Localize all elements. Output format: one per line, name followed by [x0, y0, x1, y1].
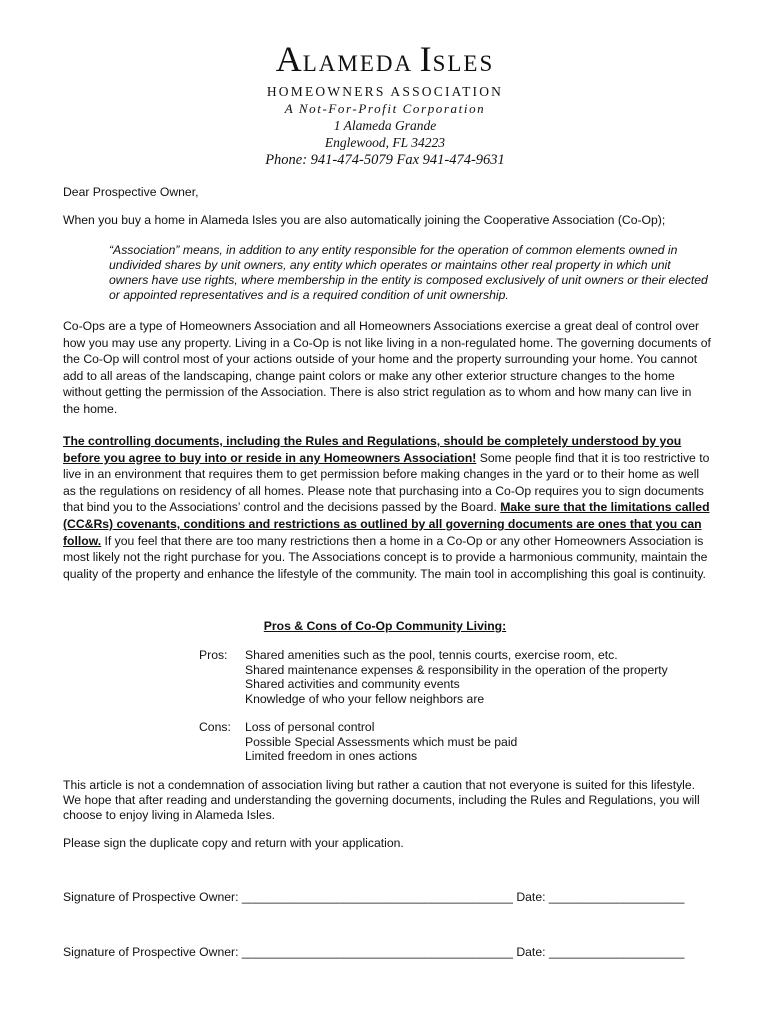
list-item: Loss of personal control: [245, 720, 375, 734]
letterhead-title: [0, 38, 770, 80]
list-item: Shared amenities such as the pool, tennis courts, exercise room, etc.: [245, 648, 618, 662]
title-part-1: LAMEDA: [302, 51, 420, 76]
paragraph-controlling-documents: [63, 433, 711, 582]
list-item: Possible Special Assessments which must be paid: [245, 734, 518, 749]
phone-fax: Phone: 941-474-5079 Fax 941-474-9631: [265, 152, 505, 168]
paragraph-coops: Co-Ops are a type of Homeowners Association and all Homeowners Associations exercise a great deal of control over how you may use any property. Living in a Co-Op is not like living in a non-regulated home. The governing documents of the Co-Op will control most of your actions outside of your home and the property surrounding your home. You cannot add to all areas of the landscaping, change paint colors or make any other exterior structure changes to the home without getting the permission of the Association. There is also strict regulation as to whom and how many can live in the home.: [63, 319, 711, 416]
paragraph-closing: This article is not a condemnation of association living but rather a caution that not everyone is suited for this lifestyle. We hope that after reading and understanding the governing documents, including the Rules and Regulations, you will choose to enjoy living in Alameda Isles.: [63, 778, 700, 822]
address-line-2: Englewood, FL 34223: [324, 135, 446, 150]
corporation-type: A Not-For-Profit Corporation: [284, 101, 486, 116]
list-item: Knowledge of who your fellow neighbors are: [245, 691, 485, 706]
pros-label: Pros:: [199, 648, 228, 662]
association-name: HOMEOWNERS ASSOCIATION: [266, 84, 504, 99]
address-line-1: 1 Alameda Grande: [333, 118, 437, 133]
title-initial-a: A: [275, 39, 303, 79]
title-part-2: SLES: [432, 51, 495, 76]
cons-list: [245, 720, 517, 764]
list-item: Limited freedom in ones actions: [245, 749, 418, 763]
signature-line-1[interactable]: Signature of Prospective Owner: ________________________________________ Date: ____________________: [63, 890, 685, 904]
bold-warning-2: Make sure that the limitations called (CC&Rs) covenants, conditions and restrictions as outlined by all governing documents are ones that you can follow.: [63, 500, 710, 548]
pros-list: [245, 648, 668, 706]
signature-line-2[interactable]: Signature of Prospective Owner: ________________________________________ Date: ____________________: [63, 945, 685, 959]
list-item: Shared maintenance expenses & responsibility in the operation of the property: [245, 662, 668, 677]
bold-warning-1: The controlling documents, including the Rules and Regulations, should be completely understood by you before you agree to buy into or reside in any Homeowners Association!: [63, 434, 682, 465]
paragraph-sign-request: Please sign the duplicate copy and return with your application.: [63, 836, 404, 850]
cons-label: Cons:: [199, 720, 231, 734]
greeting: Dear Prospective Owner,: [63, 185, 199, 199]
association-definition-quote: “Association” means, in addition to any entity responsible for the operation of common elements owned in undivided shares by unit owners, any entity which operates or maintains other real property in which unit owners have use rights, where membership in the entity is composed exclusively of unit owners or their elected or appointed representatives and is a required condition of unit ownership.: [109, 243, 708, 302]
intro-paragraph: When you buy a home in Alameda Isles you are also automatically joining the Cooperative Association (Co-Op);: [63, 213, 666, 227]
title-initial-i: I: [419, 39, 433, 79]
para2-text-1: Some people find that it is too restrictive to live in an environment that requires them to get permission before making changes in the yard or to their home as well as the regulations on residency of all homes. Please note that purchasing into a Co-Op requires you to sign documents that bind you to the Associations’ control and the decisions passed by the Board.: [63, 450, 710, 515]
para2-text-2: If you feel that there are too many restrictions then a home in a Co-Op or any other Homeowners Association is most likely not the right purchase for you. The Associations concept is to provide a harmonious community, maintain the quality of the property and enhance the lifestyle of the community. The main tool in accomplishing this goal is continuity.: [63, 533, 708, 581]
pros-cons-heading: Pros & Cons of Co-Op Community Living:: [263, 619, 507, 633]
list-item: Shared activities and community events: [245, 677, 460, 691]
